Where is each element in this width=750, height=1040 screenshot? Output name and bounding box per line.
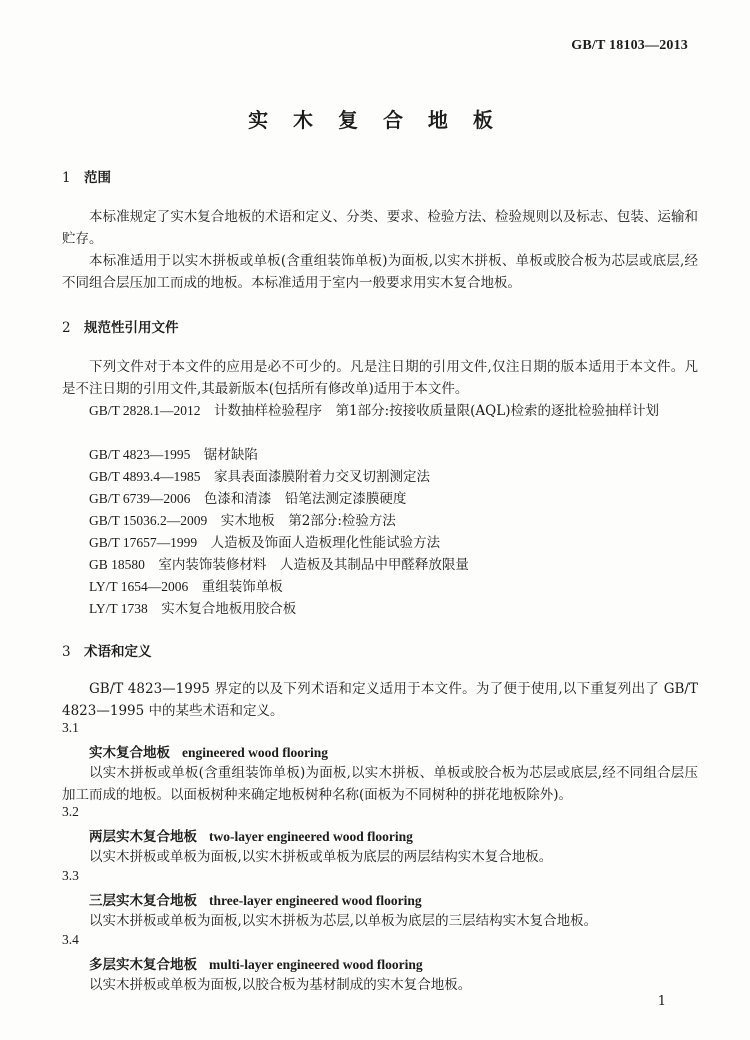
term-definition: 以实木拼板或单板为面板,以胶合板为基材制成的实木复合地板。 xyxy=(89,977,472,993)
term-en: two-layer engineered wood flooring xyxy=(209,829,413,844)
term-title xyxy=(89,889,422,909)
section-heading-terms-and-definitions xyxy=(62,640,152,660)
reference-item xyxy=(89,488,698,510)
reference-code: GB/T 2828.1—2012 xyxy=(89,403,201,418)
paragraph: 下列文件对于本文件的应用是必不可少的。凡是注日期的引用文件,仅注日期的版本适用于本文件。凡是不注日期的引用文件,其最新版本(包括所有修改单)适用于本文件。 xyxy=(62,359,698,397)
section-number: 1 xyxy=(62,170,71,186)
reference-item xyxy=(89,510,698,532)
term-definition: 以实木拼板或单板为面板,以实木拼板或单板为底层的两层结构实木复合地板。 xyxy=(89,849,553,865)
reference-item xyxy=(89,444,698,466)
term-title xyxy=(89,825,413,845)
reference-title: 重组装饰单板 xyxy=(201,579,283,595)
reference-code: GB/T 4893.4—1985 xyxy=(89,469,201,484)
term-zh: 实木复合地板 xyxy=(89,745,170,761)
reference-code: GB/T 15036.2—2009 xyxy=(89,513,208,528)
reference-title: 室内装饰装修材料 人造板及其制品中甲醛释放限量 xyxy=(158,557,469,573)
reference-title: 实木复合地板用胶合板 xyxy=(161,601,297,617)
term-title xyxy=(89,741,328,761)
reference-code: GB/T 4823—1995 xyxy=(89,447,191,462)
reference-title: 实木地板 第2部分:检验方法 xyxy=(220,513,396,529)
term-definition: 以实木拼板或单板为面板,以实木拼板为芯层,以单板为底层的三层结构实木复合地板。 xyxy=(89,913,598,929)
term-zh: 多层实木复合地板 xyxy=(89,957,197,973)
section-number: 2 xyxy=(62,320,71,336)
term-zh: 三层实木复合地板 xyxy=(89,893,197,909)
reference-code: LY/T 1654—2006 xyxy=(89,579,189,594)
reference-item xyxy=(89,554,698,576)
term-definition: 以实木拼板或单板(含重组装饰单板)为面板,以实木拼板、单板或胶合板为芯层或底层,经不同组合层压加工而成的地板。以面板树种来确定地板树种名称(面板为不同树种的拼花地板除外)。 xyxy=(62,765,698,803)
section-number: 3 xyxy=(62,644,71,660)
term-number: 3.1 xyxy=(62,720,79,735)
page-number: 1 xyxy=(657,994,666,1009)
reference-code: LY/T 1738 xyxy=(89,601,148,616)
reference-code: GB 18580 xyxy=(89,557,145,572)
reference-item xyxy=(89,576,698,598)
reference-item xyxy=(89,598,698,620)
term-title xyxy=(89,953,423,973)
reference-code: GB/T 17657—1999 xyxy=(89,535,198,550)
reference-title: 家具表面漆膜附着力交叉切割测定法 xyxy=(214,469,431,485)
reference-item xyxy=(62,400,698,422)
paragraph: GB/T 4823—1995 界定的以及下列术语和定义适用于本文件。为了便于使用,以下重复列出了 GB/T 4823—1995 中的某些术语和定义。 xyxy=(62,681,698,719)
term-en: three-layer engineered wood flooring xyxy=(209,893,422,908)
reference-title: 色漆和清漆 铅笔法测定漆膜硬度 xyxy=(203,491,407,507)
reference-code: GB/T 6739—2006 xyxy=(89,491,191,506)
term-en: engineered wood flooring xyxy=(182,745,328,760)
paragraph: 本标准适用于以实木拼板或单板(含重组装饰单板)为面板,以实木拼板、单板或胶合板为芯层或底层,经不同组合层压加工而成的地板。本标准适用于室内一般要求用实木复合地板。 xyxy=(62,253,698,291)
paragraph: 本标准规定了实木复合地板的术语和定义、分类、要求、检验方法、检验规则以及标志、包装、运输和贮存。 xyxy=(62,209,698,247)
section-title: 范围 xyxy=(84,170,111,186)
reference-title: 人造板及饰面人造板理化性能试验方法 xyxy=(210,535,441,551)
reference-title: 计数抽样检验程序 第1部分:按接收质量限(AQL)检索的逐批检验抽样计划 xyxy=(214,403,659,419)
term-en: multi-layer engineered wood flooring xyxy=(209,957,423,972)
standard-code: GB/T 18103—2013 xyxy=(571,38,688,53)
term-number: 3.4 xyxy=(62,932,79,947)
section-title: 规范性引用文件 xyxy=(84,320,179,336)
term-number: 3.2 xyxy=(62,804,79,819)
term-number: 3.3 xyxy=(62,868,79,883)
reference-item xyxy=(89,532,698,554)
term-zh: 两层实木复合地板 xyxy=(89,829,197,845)
document-title: 实 木 复 合 地 板 xyxy=(248,108,502,132)
reference-title: 锯材缺陷 xyxy=(203,447,258,463)
section-heading-normative-references xyxy=(62,316,179,336)
section-heading-scope xyxy=(62,166,111,186)
reference-item xyxy=(89,466,698,488)
section-title: 术语和定义 xyxy=(84,644,152,660)
